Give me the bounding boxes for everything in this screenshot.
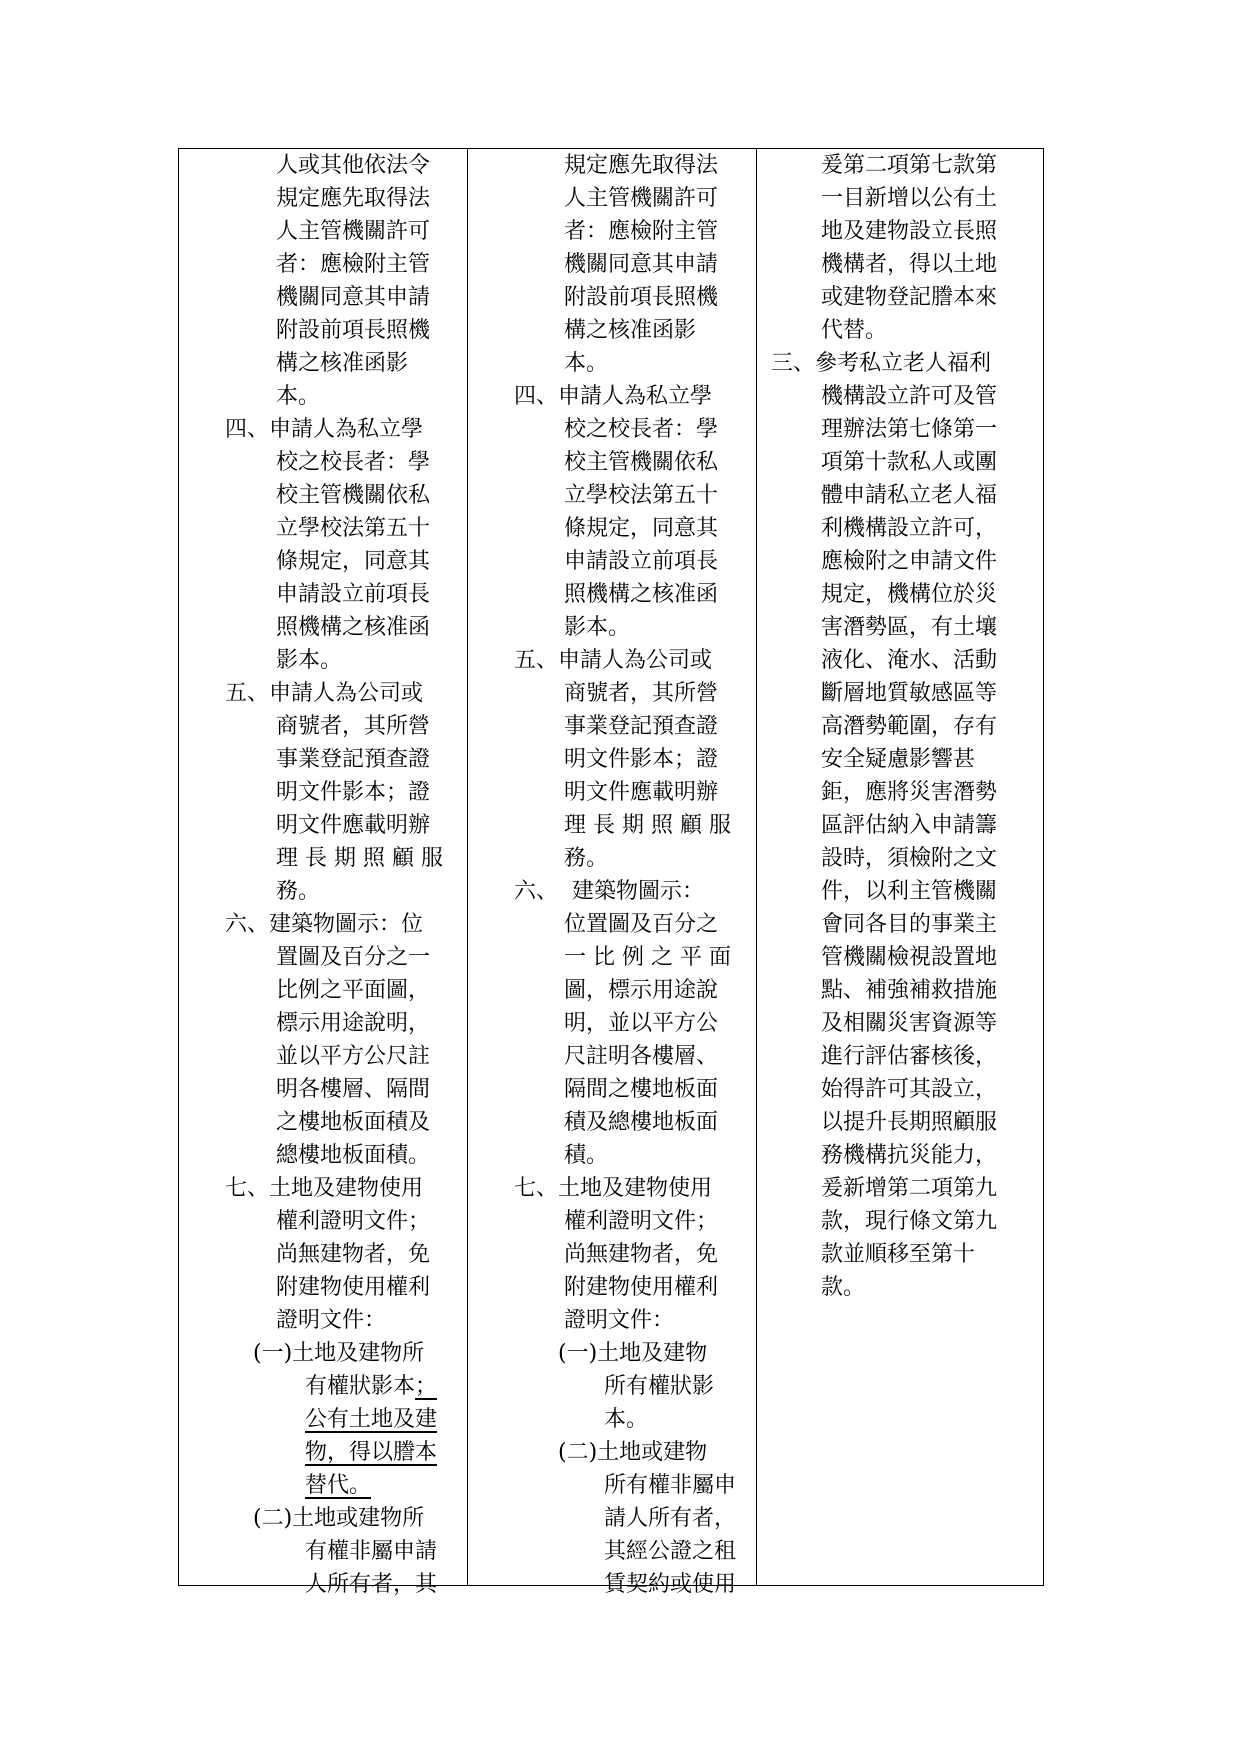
- table-line: 應檢附之申請文件: [821, 549, 998, 574]
- table-line: 務。: [276, 879, 321, 904]
- table-line: 校之校長者：學: [276, 450, 431, 475]
- table-line: 機構者，得以土地: [821, 252, 998, 277]
- table-line: 六、 建築物圖示：: [514, 879, 704, 904]
- table-line: 者：應檢附主管: [276, 252, 431, 277]
- table-line: 證明文件：: [564, 1308, 675, 1333]
- table-line: 鉅，應將災害潛勢: [821, 780, 998, 805]
- table-column-current: [468, 149, 757, 1597]
- table-line: 人所有者，其: [305, 1572, 438, 1597]
- table-line: 附設前項長照機: [276, 318, 431, 343]
- table-line: 所有權狀影: [604, 1374, 715, 1399]
- table-line: 權利證明文件；: [564, 1209, 719, 1234]
- table-line: 項第十款私人或團: [821, 450, 998, 475]
- amended-text: 物，得以謄本: [305, 1440, 438, 1465]
- table-line: 六、建築物圖示：位: [225, 912, 424, 937]
- table-line: 明文件影本；證: [564, 747, 719, 772]
- table-line: 申請設立前項長: [276, 582, 431, 607]
- table-line: 明文件影本；證: [276, 780, 431, 805]
- table-line: 條規定，同意其: [276, 549, 431, 574]
- table-line: 標示用途說明，: [276, 1011, 431, 1036]
- table-line: 一 比 例 之 平 面: [564, 945, 731, 970]
- table-line: 五、申請人為公司或: [514, 648, 713, 673]
- table-line: 理 長 期 照 顧 服: [276, 846, 443, 871]
- table-line: 構之核准函影: [276, 351, 409, 376]
- table-line: (一)土地及建物所: [253, 1341, 425, 1366]
- table-line: 利機構設立許可，: [821, 516, 998, 541]
- table-line: 尺註明各樓層、: [564, 1044, 719, 1069]
- table-line: 尚無建物者，免: [276, 1242, 431, 1267]
- table-line: 圖，標示用途說: [564, 978, 719, 1003]
- table-line: 附建物使用權利: [276, 1275, 431, 1300]
- table-line: 地及建物設立長照: [821, 219, 998, 244]
- table-line: 管機關檢視設置地: [821, 945, 998, 970]
- table-line: 害潛勢區，有土壤: [821, 615, 998, 640]
- table-line: 影本。: [564, 615, 631, 640]
- amended-text: 替代。: [305, 1473, 372, 1498]
- table-line: 比例之平面圖，: [276, 978, 431, 1003]
- table-column-amended: [179, 149, 468, 1597]
- table-line: 立學校法第五十: [276, 516, 431, 541]
- table-line: 人主管機關許可: [276, 219, 431, 244]
- table-line: 款。: [821, 1275, 866, 1300]
- table-line: 請人所有者，: [604, 1506, 737, 1531]
- table-line: 務機構抗災能力，: [821, 1143, 998, 1168]
- table-line: 明各樓層、隔間: [276, 1077, 431, 1102]
- table-line: 款，現行條文第九: [821, 1209, 998, 1234]
- table-line: 積。: [564, 1143, 609, 1168]
- table-line: 體申請私立老人福: [821, 483, 998, 508]
- table-line: 進行評估審核後，: [821, 1044, 998, 1069]
- table-line: 人主管機關許可: [564, 186, 719, 211]
- table-line: 商號者，其所營: [276, 714, 431, 739]
- table-line: 其經公證之租: [604, 1539, 737, 1564]
- table-line: 點、補強補救措施: [821, 978, 998, 1003]
- table-line: 本。: [276, 384, 321, 409]
- table-line: 明文件應載明辦: [276, 813, 431, 838]
- table-line: 事業登記預查證: [276, 747, 431, 772]
- table-line: 規定應先取得法: [564, 153, 719, 178]
- table-line: (二)土地或建物所: [253, 1506, 425, 1531]
- table-line: 爰新增第二項第九: [821, 1176, 998, 1201]
- table-line: (二)土地或建物: [558, 1440, 708, 1465]
- table-line: 始得許可其設立，: [821, 1077, 998, 1102]
- table-line: 五、申請人為公司或: [225, 681, 424, 706]
- table-line: 證明文件：: [276, 1308, 387, 1333]
- table-line: 隔間之樓地板面: [564, 1077, 719, 1102]
- comparison-table: [178, 148, 1044, 1597]
- table-line: 機構設立許可及管: [821, 384, 998, 409]
- table-line: 液化、淹水、活動: [821, 648, 998, 673]
- table-line: 賃契約或使用: [604, 1572, 737, 1597]
- table-line: 以提升長期照顧服: [821, 1110, 998, 1135]
- table-line: 區評估納入申請籌: [821, 813, 998, 838]
- table-line: 照機構之核准函: [564, 582, 719, 607]
- table-line: 總樓地板面積。: [276, 1143, 431, 1168]
- table-line: 斷層地質敏感區等: [821, 681, 998, 706]
- table-line: 附設前項長照機: [564, 285, 719, 310]
- table-line: 四、申請人為私立學: [514, 384, 713, 409]
- table-line: 照機構之核准函: [276, 615, 431, 640]
- table-line: 人或其他依法令: [276, 153, 431, 178]
- table-line: 機關同意其申請: [564, 252, 719, 277]
- table-line: 尚無建物者，免: [564, 1242, 719, 1267]
- table-line: 規定，機構位於災: [821, 582, 998, 607]
- table-line: 高潛勢範圍，存有: [821, 714, 998, 739]
- table-line: 理辦法第七條第一: [821, 417, 998, 442]
- table-line: 機關同意其申請: [276, 285, 431, 310]
- table-line: 位置圖及百分之: [564, 912, 719, 937]
- table-line: 安全疑慮影響甚: [821, 747, 976, 772]
- table-line: 有權非屬申請: [305, 1539, 438, 1564]
- table-line: 置圖及百分之一: [276, 945, 431, 970]
- table-line: 校主管機關依私: [276, 483, 431, 508]
- table-line: 校之校長者：學: [564, 417, 719, 442]
- table-line: 一目新增以公有土: [821, 186, 998, 211]
- table-line: 或建物登記謄本來: [821, 285, 998, 310]
- table-line: 者：應檢附主管: [564, 219, 719, 244]
- table-line: [305, 1370, 437, 1403]
- table-line: 明，並以平方公: [564, 1011, 719, 1036]
- table-column-explanation: [757, 149, 1043, 1585]
- table-line: 條規定，同意其: [564, 516, 719, 541]
- table-line: 權利證明文件；: [276, 1209, 431, 1234]
- table-line: 明文件應載明辦: [564, 780, 719, 805]
- table-line: 校主管機關依私: [564, 450, 719, 475]
- table-line: 件，以利主管機關: [821, 879, 998, 904]
- table-line: 商號者，其所營: [564, 681, 719, 706]
- table-line: 申請設立前項長: [564, 549, 719, 574]
- table-line: 附建物使用權利: [564, 1275, 719, 1300]
- table-line: 事業登記預查證: [564, 714, 719, 739]
- amended-text: ；: [415, 1374, 438, 1399]
- table-line: 會同各目的事業主: [821, 912, 998, 937]
- table-line: 七、土地及建物使用: [225, 1176, 424, 1201]
- table-line: 之樓地板面積及: [276, 1110, 431, 1135]
- table-line: 積及總樓地板面: [564, 1110, 719, 1135]
- table-line: 本。: [564, 351, 609, 376]
- table-line-text: 有權狀影本: [305, 1374, 416, 1399]
- table-line: 構之核准函影: [564, 318, 697, 343]
- amended-text: 公有土地及建: [305, 1407, 438, 1432]
- table-line: 本。: [604, 1407, 649, 1432]
- table-line: 三、參考私立老人福利: [771, 351, 992, 376]
- table-line: 理 長 期 照 顧 服: [564, 813, 731, 838]
- table-line: 務。: [564, 846, 609, 871]
- table-line: 所有權非屬申: [604, 1473, 737, 1498]
- table-line: 立學校法第五十: [564, 483, 719, 508]
- table-line: 代替。: [821, 318, 888, 343]
- table-line: (一)土地及建物: [558, 1341, 708, 1366]
- table-line: 並以平方公尺註: [276, 1044, 431, 1069]
- table-line: 設時，須檢附之文: [821, 846, 998, 871]
- table-line: 及相關災害資源等: [821, 1011, 998, 1036]
- table-line: 四、申請人為私立學: [225, 417, 424, 442]
- table-line: 七、土地及建物使用: [514, 1176, 713, 1201]
- table-line: 爰第二項第七款第: [821, 153, 998, 178]
- table-line: 影本。: [276, 648, 343, 673]
- table-line: 規定應先取得法: [276, 186, 431, 211]
- table-line: 款並順移至第十: [821, 1242, 976, 1267]
